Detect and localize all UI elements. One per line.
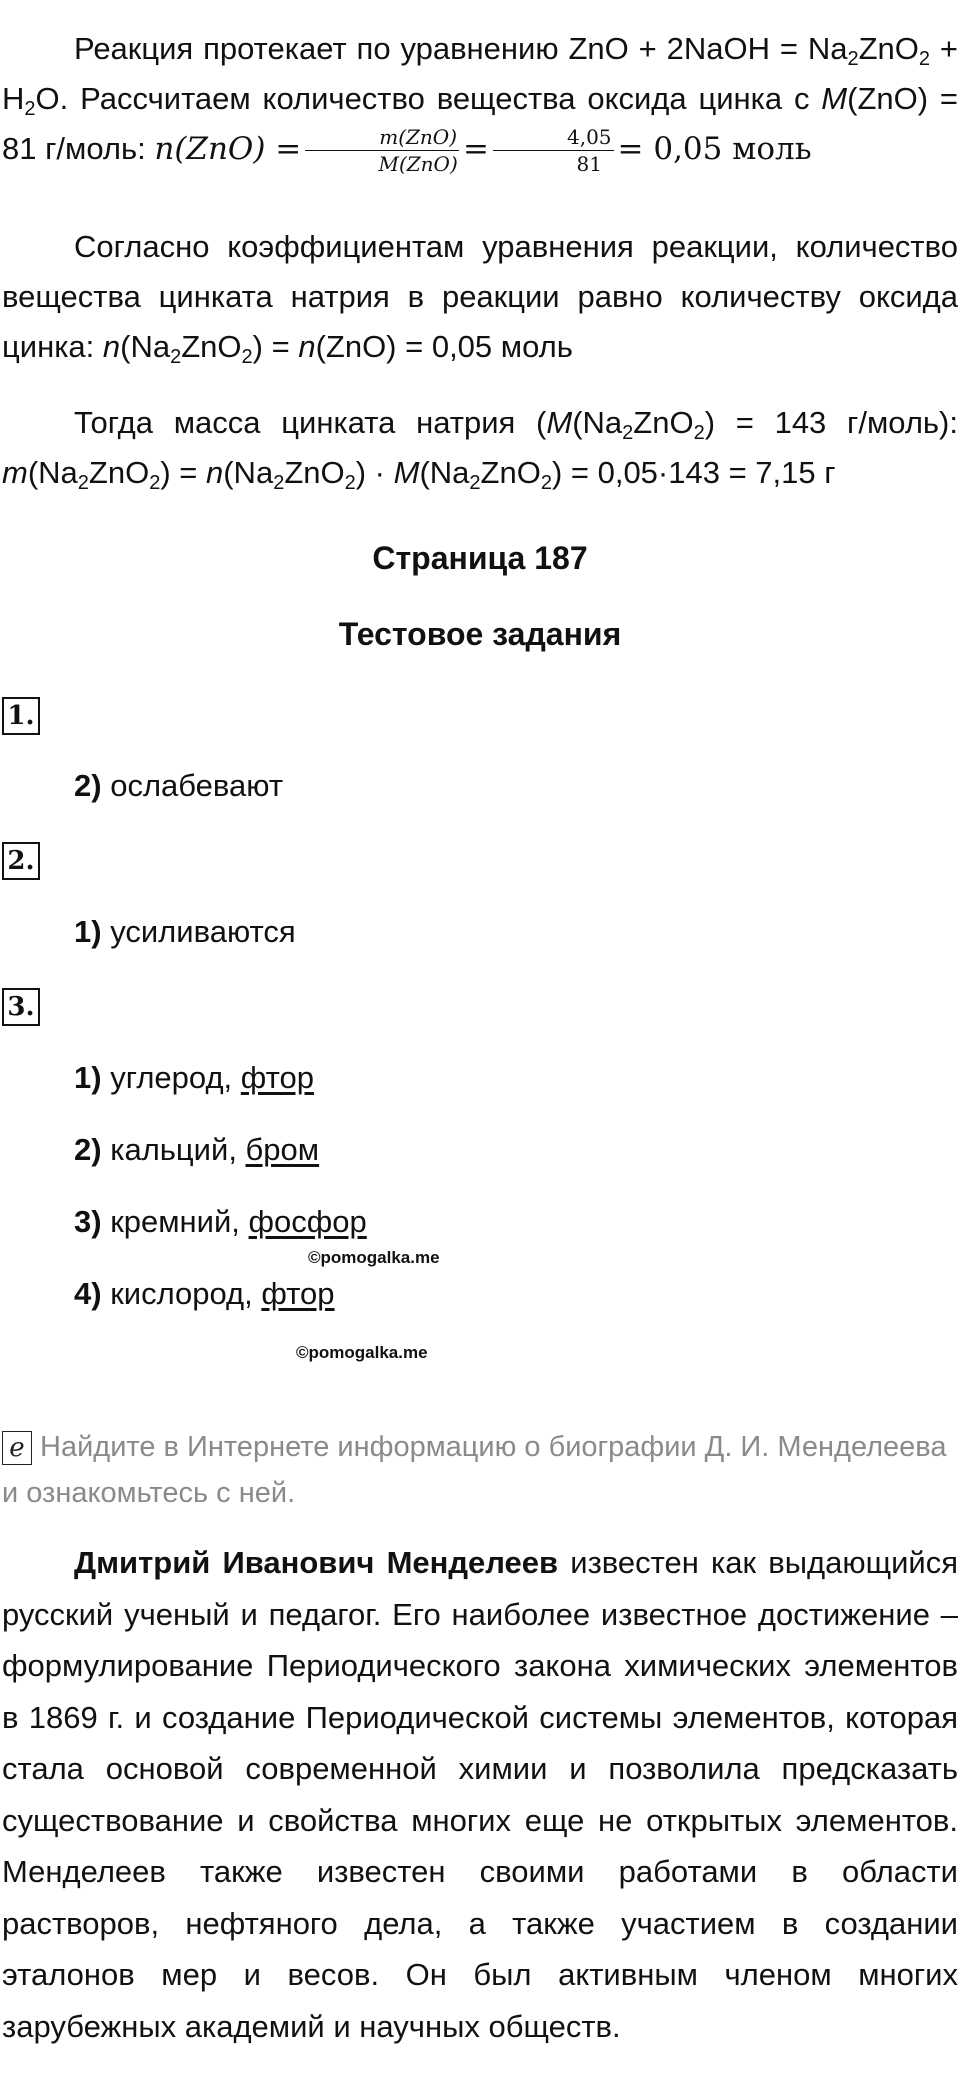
answer-text: углерод, xyxy=(110,1060,241,1095)
text-run: ) = xyxy=(252,329,299,364)
text-run: (ZnO) = 81 г/моль: xyxy=(2,81,958,166)
watermark: ©pomogalka.me xyxy=(308,1248,440,1267)
text-run: (Na xyxy=(27,455,78,490)
answer-number: 3) xyxy=(74,1204,102,1239)
subscript: 2 xyxy=(241,346,253,368)
answer-line xyxy=(74,1202,367,1242)
answer-text: кальций, xyxy=(110,1132,246,1167)
italic-var: n xyxy=(298,329,316,364)
italic-var: M xyxy=(546,405,573,440)
task-number-box: 3. xyxy=(2,988,40,1026)
equals-sign: = xyxy=(463,131,489,167)
fraction-denominator: M(ZnO) xyxy=(378,152,458,177)
subscript: 2 xyxy=(540,472,552,494)
bio-name: Дмитрий Иванович Менделеев xyxy=(74,1545,559,1580)
coefficients-paragraph xyxy=(2,222,958,372)
answer-number: 1) xyxy=(74,914,102,949)
mendeleev-bio xyxy=(2,1537,958,2052)
answer-number: 2) xyxy=(74,768,102,803)
answer-number: 2) xyxy=(74,1132,102,1167)
text-run: (ZnO) = 0,05 моль xyxy=(315,329,573,364)
watermark: ©pomogalka.me xyxy=(296,1343,428,1362)
fraction-numerator: 4,05 xyxy=(493,127,614,151)
page-title: Страница 187 xyxy=(372,540,588,576)
subscript: 2 xyxy=(918,48,931,70)
text-run: Реакция протекает по уравнению ZnO + 2NaOH = Na xyxy=(74,31,848,66)
internet-task xyxy=(2,1424,958,1516)
e-resource-icon: e xyxy=(2,1431,32,1465)
text-run: ) · xyxy=(355,455,394,490)
text-run: ZnO xyxy=(480,455,541,490)
answer-line xyxy=(74,1274,335,1314)
italic-var: n xyxy=(102,329,121,364)
formula-result: = 0,05 моль xyxy=(617,131,812,167)
answer-underlined: бром xyxy=(245,1132,320,1167)
text-run: Согласно коэффициентам уравнения реакции, количество вещества цинката натрия в реакции равно количеству оксида цинка: xyxy=(2,229,958,364)
internet-task-text: Найдите в Интернете информацию о биографии Д. И. Менделеева и ознакомьтесь с ней. xyxy=(2,1431,947,1509)
answer-line xyxy=(74,766,283,806)
answer-line xyxy=(74,912,296,952)
italic-var: n xyxy=(205,455,224,490)
section-title: Тестовое задания xyxy=(338,616,622,652)
fraction-values xyxy=(493,125,614,177)
answer-number: 1) xyxy=(74,1060,102,1095)
text-run: ZnO xyxy=(858,31,919,66)
answer-text: кислород, xyxy=(110,1276,262,1311)
text-run: ) = xyxy=(160,455,206,490)
subscript: 2 xyxy=(693,422,705,444)
italic-var: M xyxy=(821,81,848,116)
answer-line xyxy=(74,1130,319,1170)
text-run: ZnO xyxy=(181,329,242,364)
text-run: ) = 0,05·143 = 7,15 г xyxy=(551,455,836,490)
subscript: 2 xyxy=(149,472,161,494)
mass-paragraph xyxy=(2,398,958,498)
text-run: + H xyxy=(2,31,958,116)
answer-line xyxy=(74,1058,314,1098)
answer-underlined: фосфор xyxy=(248,1204,367,1239)
text-run: ZnO xyxy=(633,405,694,440)
subscript: 2 xyxy=(77,472,89,494)
fraction-numerator: m(ZnO) xyxy=(305,127,459,151)
task-number-box: 1. xyxy=(2,697,40,735)
fraction-m-over-M xyxy=(305,125,459,177)
subscript: 2 xyxy=(469,472,481,494)
answer-text: кремний, xyxy=(110,1204,249,1239)
subscript: 2 xyxy=(344,472,356,494)
italic-var: m xyxy=(2,455,28,490)
italic-var: M xyxy=(393,455,420,490)
subscript: 2 xyxy=(622,422,634,444)
answer-underlined: фтор xyxy=(261,1276,335,1311)
text-run: (Na xyxy=(120,329,171,364)
answer-text: усиливаются xyxy=(110,914,296,949)
subscript: 2 xyxy=(170,346,182,368)
text-run: ) = 143 г/моль): xyxy=(704,405,958,440)
text-run: (Na xyxy=(572,405,623,440)
fraction-denominator: 81 xyxy=(576,152,602,177)
subscript: 2 xyxy=(273,472,285,494)
text-run: (Na xyxy=(419,455,470,490)
bio-text: известен как выдающийся русский ученый и педагог. Его наиболее известное достижение – формулирование Периодического закона химических элементов в 1869 г. и создание Периодической системы элементов, которая стала основой современной химии и позволила предсказать существование и свойства многих еще не открытых элементов. Менделеев также известен своими работами в области растворов, нефтяного дела, а также участием в создании эталонов мер и весов. Он был активным членом многих зарубежных академий и научных обществ. xyxy=(2,1545,958,2044)
subscript: 2 xyxy=(24,98,36,120)
task-number-box: 2. xyxy=(2,842,40,880)
text-run: ZnO xyxy=(88,455,150,490)
text-run: Тогда масса цинката натрия ( xyxy=(74,405,547,440)
text-run: ZnO xyxy=(284,455,345,490)
answer-number: 4) xyxy=(74,1276,102,1311)
subscript: 2 xyxy=(847,48,859,70)
text-run: O. Рассчитаем количество вещества оксида цинка с xyxy=(35,81,822,116)
reaction-paragraph xyxy=(2,24,958,177)
formula-lhs: n(ZnO) = xyxy=(154,131,302,167)
text-run: (Na xyxy=(223,455,274,490)
answer-text: ослабевают xyxy=(110,768,284,803)
answer-underlined: фтор xyxy=(240,1060,314,1095)
